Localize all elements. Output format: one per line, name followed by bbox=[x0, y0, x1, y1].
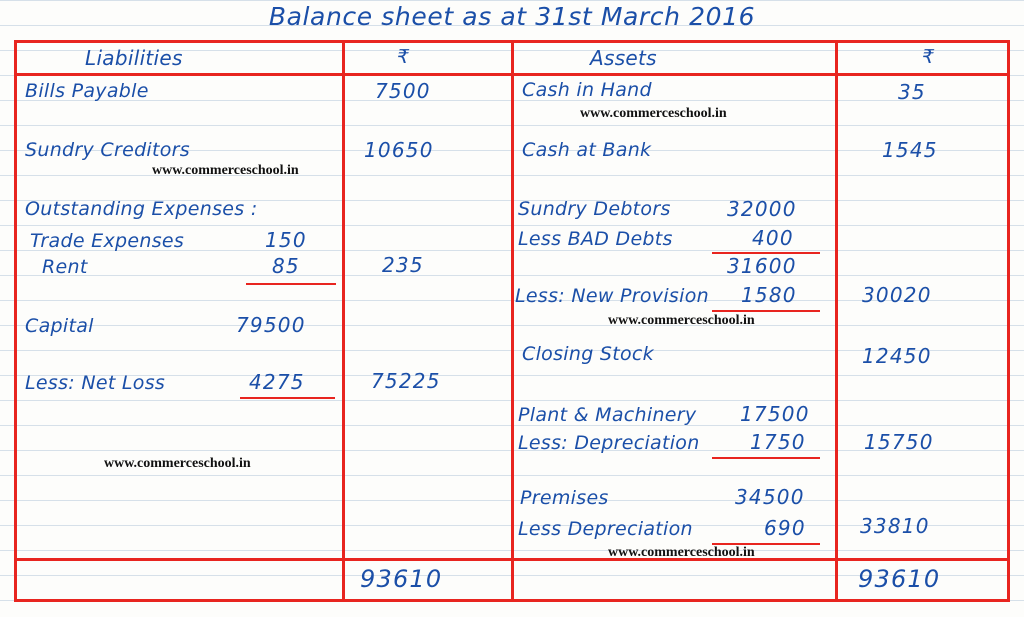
asset-sub-amount-3: 400 bbox=[752, 226, 794, 250]
asset-label-6: Closing Stock bbox=[522, 343, 654, 365]
liability-amount-0: 7500 bbox=[375, 79, 431, 103]
asset-sub-amount-7: 17500 bbox=[740, 402, 810, 426]
liability-label-5: Capital bbox=[25, 315, 94, 337]
asset-amount-10: 33810 bbox=[860, 514, 930, 538]
totals-row-divider bbox=[17, 558, 1007, 561]
asset-amount-5: 30020 bbox=[862, 283, 932, 307]
liabilities-total: 93610 bbox=[360, 565, 443, 593]
underline-capital-less-net-loss bbox=[240, 397, 335, 399]
assets-total: 93610 bbox=[858, 565, 941, 593]
watermark-5: www.commerceschool.in bbox=[608, 545, 755, 560]
asset-sub-amount-9: 34500 bbox=[735, 485, 805, 509]
asset-sub-amount-5: 1580 bbox=[741, 283, 797, 307]
asset-label-0: Cash in Hand bbox=[522, 79, 652, 101]
liability-amount-4: 235 bbox=[382, 253, 424, 277]
watermark-4: www.commerceschool.in bbox=[608, 313, 755, 328]
liability-label-6: Less: Net Loss bbox=[25, 372, 166, 394]
header-amount-right: ₹ bbox=[922, 46, 935, 68]
watermark-2: www.commerceschool.in bbox=[104, 456, 251, 471]
liability-label-1: Sundry Creditors bbox=[25, 139, 190, 161]
asset-label-3: Less BAD Debts bbox=[518, 228, 673, 250]
liability-amount-6: 75225 bbox=[371, 369, 441, 393]
asset-label-1: Cash at Bank bbox=[522, 139, 652, 161]
liability-sub-amount-6: 4275 bbox=[249, 370, 305, 394]
liability-label-2: Outstanding Expenses : bbox=[25, 198, 258, 220]
column-divider-assets-amount bbox=[835, 43, 838, 599]
asset-label-2: Sundry Debtors bbox=[518, 198, 671, 220]
asset-amount-8: 15750 bbox=[864, 430, 934, 454]
liability-label-3: Trade Expenses bbox=[30, 230, 185, 252]
asset-amount-6: 12450 bbox=[862, 344, 932, 368]
underline-outstanding-expenses bbox=[246, 283, 336, 285]
asset-label-9: Premises bbox=[520, 487, 609, 509]
asset-amount-0: 35 bbox=[898, 80, 926, 104]
watermark-3: www.commerceschool.in bbox=[580, 106, 727, 121]
underline-less-new-provision bbox=[712, 310, 820, 312]
column-divider-amount-assets bbox=[511, 43, 514, 599]
asset-label-5: Less: New Provision bbox=[515, 285, 709, 307]
liability-label-4: Rent bbox=[42, 256, 88, 278]
asset-sub-amount-10: 690 bbox=[764, 516, 806, 540]
liability-amount-1: 10650 bbox=[364, 138, 434, 162]
header-assets: Assets bbox=[590, 46, 657, 70]
header-row-divider bbox=[17, 73, 1007, 76]
asset-amount-1: 1545 bbox=[882, 138, 938, 162]
asset-sub-amount-2: 32000 bbox=[727, 197, 797, 221]
watermark-1: www.commerceschool.in bbox=[152, 163, 299, 178]
asset-sub-amount-4: 31600 bbox=[727, 254, 797, 278]
liability-label-0: Bills Payable bbox=[25, 80, 149, 102]
liability-sub-amount-4: 85 bbox=[272, 254, 300, 278]
header-amount-left: ₹ bbox=[397, 46, 410, 68]
header-liabilities: Liabilities bbox=[85, 46, 183, 70]
asset-label-7: Plant & Machinery bbox=[518, 404, 697, 426]
underline-less-depreciation-plant bbox=[712, 457, 820, 459]
asset-sub-amount-8: 1750 bbox=[750, 430, 806, 454]
page-title: Balance sheet as at 31st March 2016 bbox=[268, 2, 756, 31]
asset-label-8: Less: Depreciation bbox=[518, 432, 700, 454]
column-divider-liabilities-amount bbox=[342, 43, 345, 599]
liability-sub-amount-3: 150 bbox=[265, 228, 307, 252]
asset-label-10: Less Depreciation bbox=[518, 518, 693, 540]
liability-sub-amount-5: 79500 bbox=[236, 313, 306, 337]
